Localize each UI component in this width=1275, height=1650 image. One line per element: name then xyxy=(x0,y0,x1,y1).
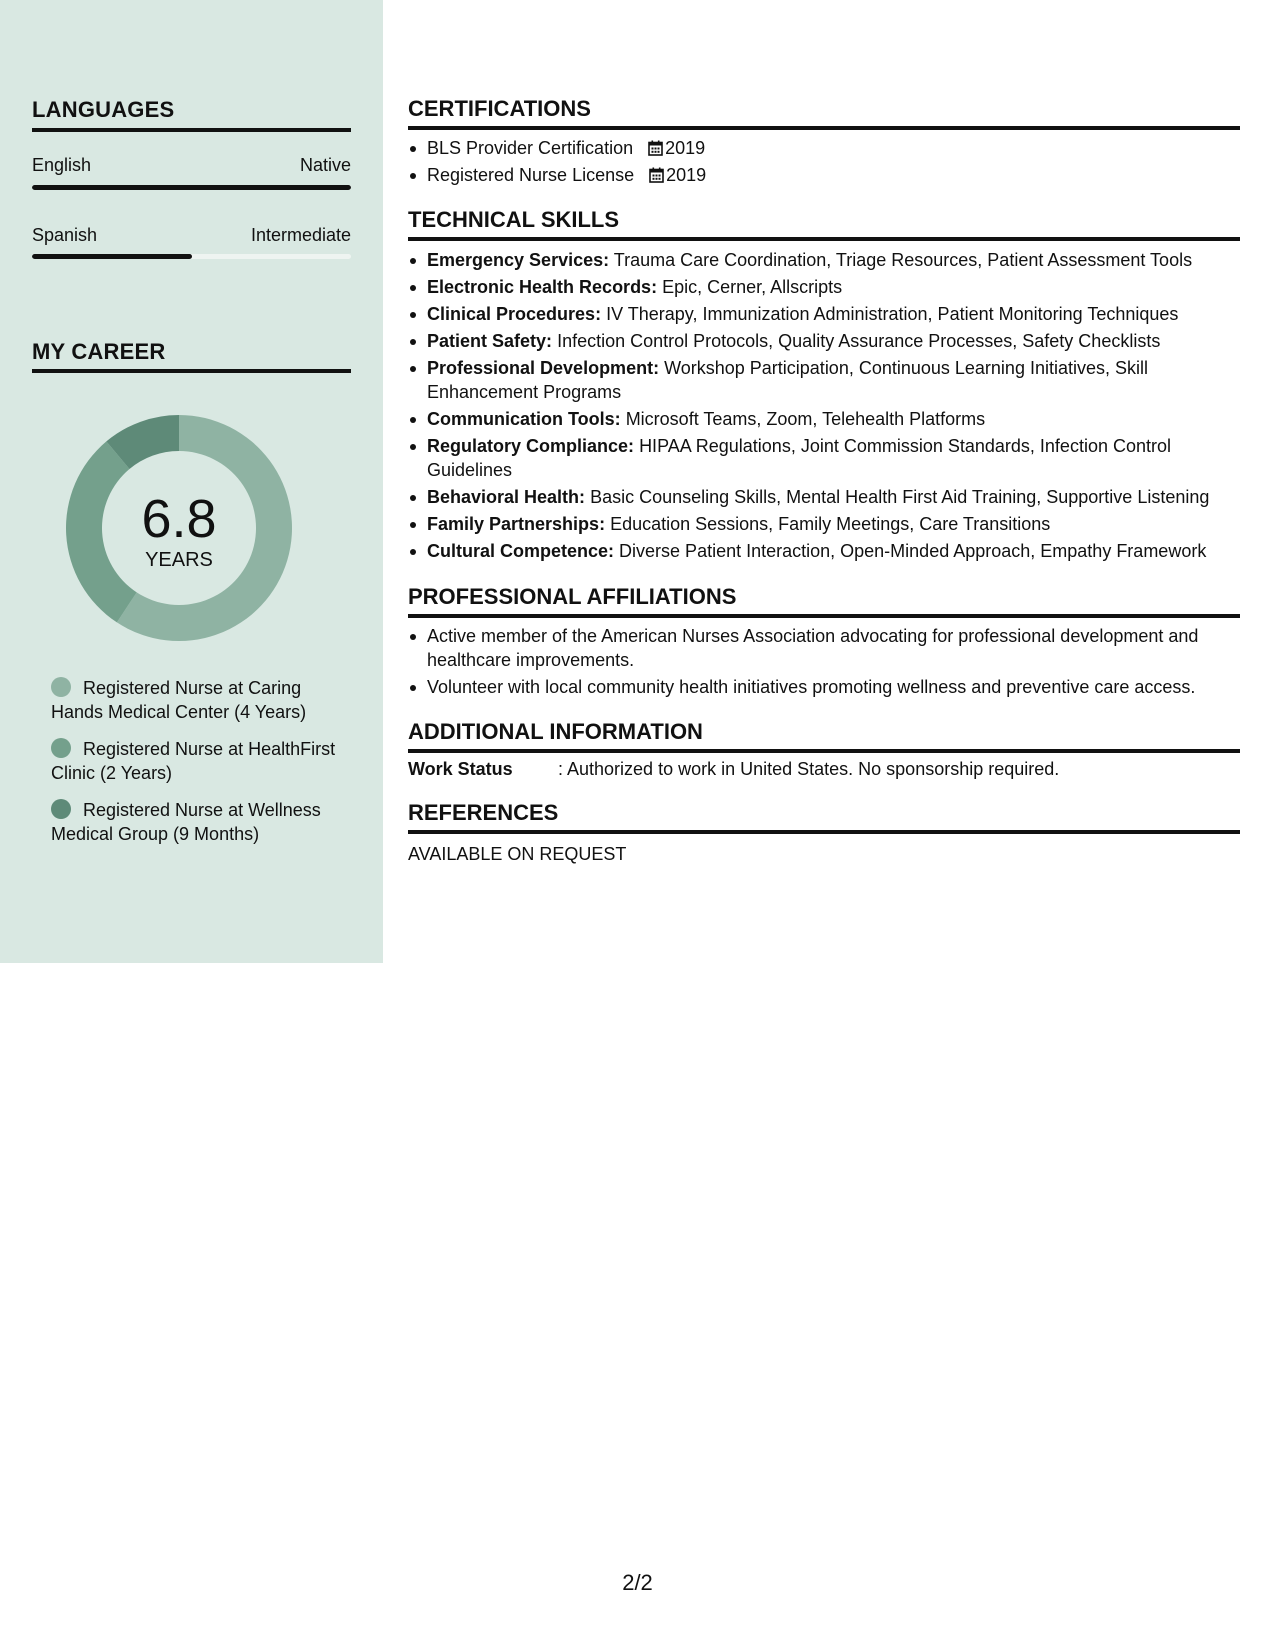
career-legend-item xyxy=(51,676,341,724)
career-legend-item xyxy=(51,737,341,785)
certification-item xyxy=(408,163,1240,187)
skill-text: Microsoft Teams, Zoom, Telehealth Platforms xyxy=(625,409,986,429)
skill-item xyxy=(408,434,1240,482)
career-total-unit: YEARS xyxy=(145,548,213,571)
skill-label: Behavioral Health: xyxy=(427,487,586,507)
skill-item xyxy=(408,356,1240,404)
language-bar-english xyxy=(32,185,351,190)
language-bar-fill xyxy=(32,185,351,190)
career-legend-label: Registered Nurse at HealthFirst Clinic (2 Years) xyxy=(51,739,336,783)
career-donut-center xyxy=(66,415,292,641)
language-level: Intermediate xyxy=(250,225,351,245)
skill-label: Regulatory Compliance: xyxy=(427,436,635,456)
career-legend-label: Registered Nurse at Wellness Medical Group (9 Months) xyxy=(51,800,321,844)
skill-text: IV Therapy, Immunization Administration, Patient Monitoring Techniques xyxy=(606,304,1179,324)
certifications-rule xyxy=(408,126,1240,130)
skill-label: Clinical Procedures: xyxy=(427,304,602,324)
legend-dot-icon xyxy=(51,738,71,758)
references-rule xyxy=(408,830,1240,834)
skill-text: Infection Control Protocols, Quality Assurance Processes, Safety Checklists xyxy=(557,331,1161,351)
language-row-english xyxy=(32,155,351,176)
certifications-list xyxy=(408,136,1240,190)
skill-item xyxy=(408,512,1240,536)
technical-skills-heading: TECHNICAL SKILLS xyxy=(408,207,620,232)
affiliation-item: Volunteer with local community health initiatives promoting wellness and preventive care access. xyxy=(408,675,1240,699)
skill-text: HIPAA Regulations, Joint Commission Standards, Infection Control Guidelines xyxy=(427,436,1171,480)
skill-item xyxy=(408,407,1240,431)
technical-skills-list xyxy=(408,248,1240,566)
skill-text: Basic Counseling Skills, Mental Health First Aid Training, Supportive Listening xyxy=(590,487,1210,507)
references-text: AVAILABLE ON REQUEST xyxy=(408,844,627,864)
certification-name: BLS Provider Certification xyxy=(427,138,634,158)
language-level: Native xyxy=(299,155,351,175)
calendar-icon xyxy=(649,167,664,183)
career-heading: MY CAREER xyxy=(32,339,166,364)
sidebar xyxy=(0,0,383,963)
affiliations-list xyxy=(408,624,1240,702)
career-legend xyxy=(51,676,341,859)
additional-info-heading: ADDITIONAL INFORMATION xyxy=(408,719,703,744)
skill-item xyxy=(408,302,1240,326)
language-bar-fill xyxy=(32,254,192,259)
affiliation-item: Active member of the American Nurses Association advocating for professional development and healthcare improvements. xyxy=(408,624,1240,672)
certification-name: Registered Nurse License xyxy=(427,165,635,185)
skill-label: Communication Tools: xyxy=(427,409,621,429)
language-row-spanish xyxy=(32,225,351,246)
skill-text: Workshop Participation, Continuous Learning Initiatives, Skill Enhancement Programs xyxy=(427,358,1148,402)
skill-label: Electronic Health Records: xyxy=(427,277,658,297)
legend-dot-icon xyxy=(51,799,71,819)
skill-item xyxy=(408,248,1240,272)
certifications-heading: CERTIFICATIONS xyxy=(408,96,591,121)
additional-info-rule xyxy=(408,749,1240,753)
languages-rule xyxy=(32,128,351,132)
certification-year: 2019 xyxy=(666,165,707,185)
career-legend-item xyxy=(51,798,341,846)
work-status-value: : Authorized to work in United States. No sponsorship required. xyxy=(558,759,1060,779)
career-legend-label: Registered Nurse at Caring Hands Medical Center (4 Years) xyxy=(51,678,307,722)
affiliations-heading: PROFESSIONAL AFFILIATIONS xyxy=(408,584,737,609)
skill-label: Family Partnerships: xyxy=(427,514,606,534)
work-status-label: Work Status xyxy=(408,759,513,779)
language-name: English xyxy=(32,155,92,175)
skill-label: Professional Development: xyxy=(427,358,660,378)
references-heading: REFERENCES xyxy=(408,800,559,825)
skill-item xyxy=(408,275,1240,299)
skill-label: Cultural Competence: xyxy=(427,541,615,561)
language-name: Spanish xyxy=(32,225,98,245)
skill-text: Trauma Care Coordination, Triage Resources, Patient Assessment Tools xyxy=(613,250,1193,270)
skill-text: Education Sessions, Family Meetings, Care Transitions xyxy=(610,514,1051,534)
affiliations-rule xyxy=(408,614,1240,618)
skill-text: Diverse Patient Interaction, Open-Minded Approach, Empathy Framework xyxy=(619,541,1207,561)
technical-skills-rule xyxy=(408,237,1240,241)
certification-item xyxy=(408,136,1240,160)
language-bar-spanish xyxy=(32,254,351,259)
certification-year: 2019 xyxy=(665,138,706,158)
languages-heading: LANGUAGES xyxy=(32,97,175,122)
skill-item xyxy=(408,485,1240,509)
work-status-row xyxy=(408,759,1240,780)
calendar-icon xyxy=(648,140,663,156)
skill-label: Patient Safety: xyxy=(427,331,553,351)
skill-item xyxy=(408,539,1240,563)
career-total-value: 6.8 xyxy=(141,488,217,549)
career-rule xyxy=(32,369,351,373)
skill-text: Epic, Cerner, Allscripts xyxy=(662,277,843,297)
skill-label: Emergency Services: xyxy=(427,250,610,270)
skill-item xyxy=(408,329,1240,353)
page-number: 2/2 xyxy=(622,1570,653,1595)
legend-dot-icon xyxy=(51,677,71,697)
